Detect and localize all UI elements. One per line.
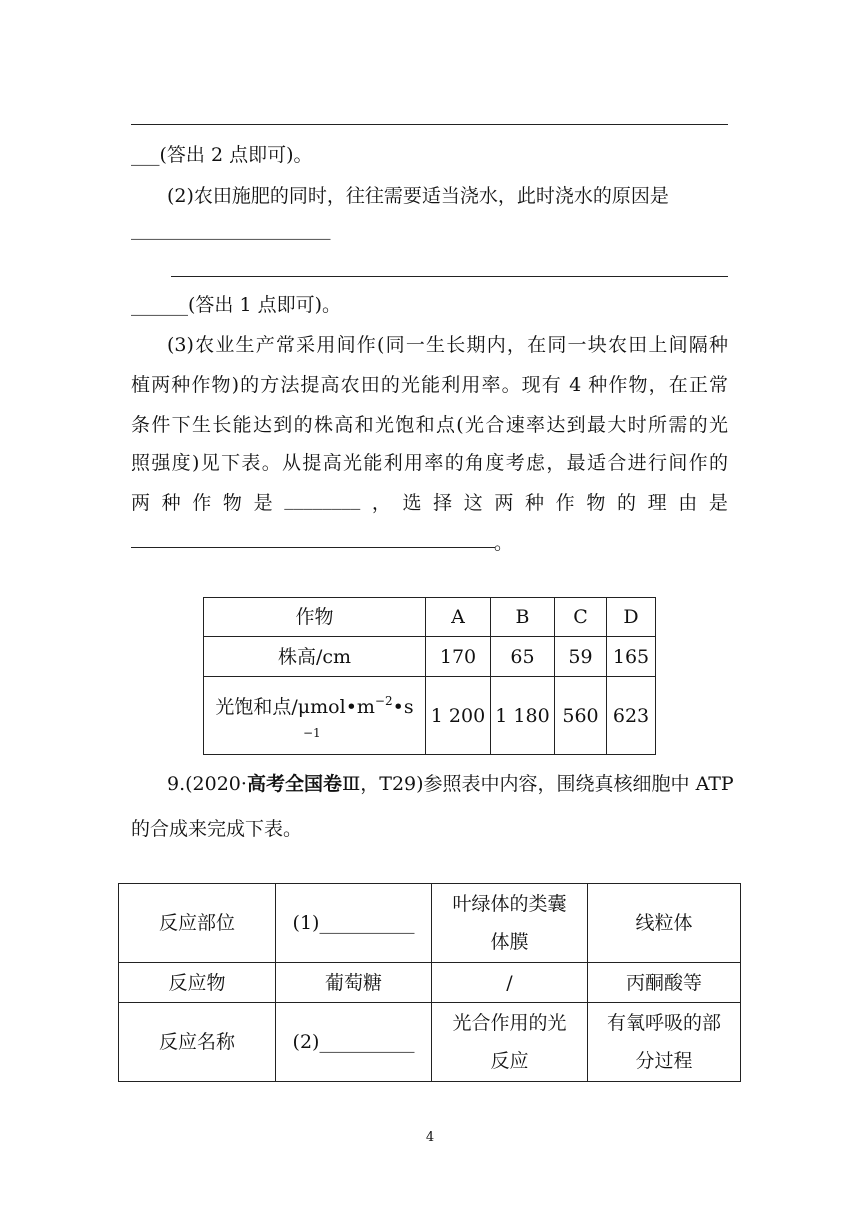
q3-word: 这 (463, 492, 483, 514)
q3-word: 物 (586, 492, 606, 514)
q1-blank: ___ (131, 144, 160, 166)
q2-prompt: (2)农田施肥的同时，往往需要适当浇水，此时浇水的原因是 (167, 185, 669, 207)
table-cell: 1 200 (426, 677, 491, 755)
q1-note: (答出 2 点即可)。 (159, 144, 313, 166)
answer-line-q2 (171, 276, 728, 277)
table-row (204, 677, 656, 755)
table-row (204, 637, 656, 677)
table-header-cell: 作物 (204, 598, 426, 637)
q3-line-2: 植两种作物)的方法提高农田的光能利用率。现有 4 种作物，在正常 (131, 374, 728, 396)
q3-word: ， (371, 492, 391, 514)
q3-answer-blank: ________ (284, 488, 361, 510)
table-header-cell: A (426, 598, 491, 637)
q3-word: 种 (525, 492, 545, 514)
q3-word: 择 (433, 492, 453, 514)
q1-tail-line (131, 140, 313, 167)
table-cell: 560 (555, 677, 607, 755)
q2-blank-1: _____________________ (131, 218, 331, 240)
q3-word: 选 (402, 492, 422, 514)
table-header-cell: D (607, 598, 656, 637)
row-label: 反应物 (119, 963, 276, 1003)
table-cell: 59 (555, 637, 607, 677)
answer-cell-1: (1)__________ (276, 884, 432, 963)
q3-line-5 (131, 488, 728, 515)
q3-line-1: (3)农业生产常采用间作(同一生长期内，在同一块农田上间隔种 (167, 334, 728, 356)
q3-word: 两 (494, 492, 514, 514)
table-cell: 65 (491, 637, 555, 677)
table-cell: 线粒体 (588, 884, 741, 963)
row-label: 反应名称 (119, 1003, 276, 1082)
table-header-cell: C (555, 598, 607, 637)
row-label: 反应部位 (119, 884, 276, 963)
q3-word: 作 (192, 492, 212, 514)
table-cell: 165 (607, 637, 656, 677)
q9-source-bold: 高考全国卷 (246, 773, 342, 795)
q3-word: 作 (555, 492, 575, 514)
table-cell: 有氧呼吸的部 分过程 (588, 1003, 741, 1082)
q3-word: 是 (708, 492, 728, 514)
crop-table (203, 597, 656, 755)
table-cell: 丙酮酸等 (588, 963, 741, 1003)
q3-word: 是 (253, 492, 273, 514)
answer-cell-2: (2)__________ (276, 1003, 432, 1082)
table-row (119, 963, 741, 1003)
q2-blank-2: ______ (131, 294, 188, 316)
table-header-cell: B (491, 598, 555, 637)
table-cell: / (432, 963, 588, 1003)
answer-line-q3 (131, 547, 495, 548)
q3-word: 理 (647, 492, 667, 514)
q2-note: (答出 1 点即可)。 (188, 294, 341, 316)
q9-line-2: 的合成来完成下表。 (131, 818, 303, 840)
table-cell: 623 (607, 677, 656, 755)
q3-word: 种 (161, 492, 181, 514)
table-cell: 光合作用的光 反应 (432, 1003, 588, 1082)
row-label: 株高/cm (204, 637, 426, 677)
table-row (204, 598, 656, 637)
q3-end-mark: 。 (494, 532, 514, 554)
q3-word: 物 (222, 492, 242, 514)
table-row (119, 1003, 741, 1082)
q3-word: 的 (616, 492, 636, 514)
atp-table (118, 883, 741, 1082)
table-row (119, 884, 741, 963)
table-cell: 叶绿体的类囊 体膜 (432, 884, 588, 963)
q3-line-3: 条件下生长能达到的株高和光饱和点(光合速率达到最大时所需的光 (131, 414, 728, 436)
table-cell: 170 (426, 637, 491, 677)
page-number: 4 (425, 1130, 435, 1145)
row-label: 光饱和点$/\mu mol•m^{-2}•s$ −1 (204, 677, 426, 755)
table-cell: 葡萄糖 (276, 963, 432, 1003)
table-cell: 1 180 (491, 677, 555, 755)
q3-word: 两 (131, 492, 151, 514)
q9-line-1: 9.(2020·高考全国卷Ⅲ，T29)参照表中内容，围绕真核细胞中 ATP (167, 773, 734, 795)
answer-line-q1 (131, 124, 728, 125)
q2-tail-line (131, 290, 341, 317)
q3-line-4: 照强度)见下表。从提高光能利用率的角度考虑，最适合进行间作的 (131, 452, 728, 474)
q3-word: 由 (678, 492, 698, 514)
